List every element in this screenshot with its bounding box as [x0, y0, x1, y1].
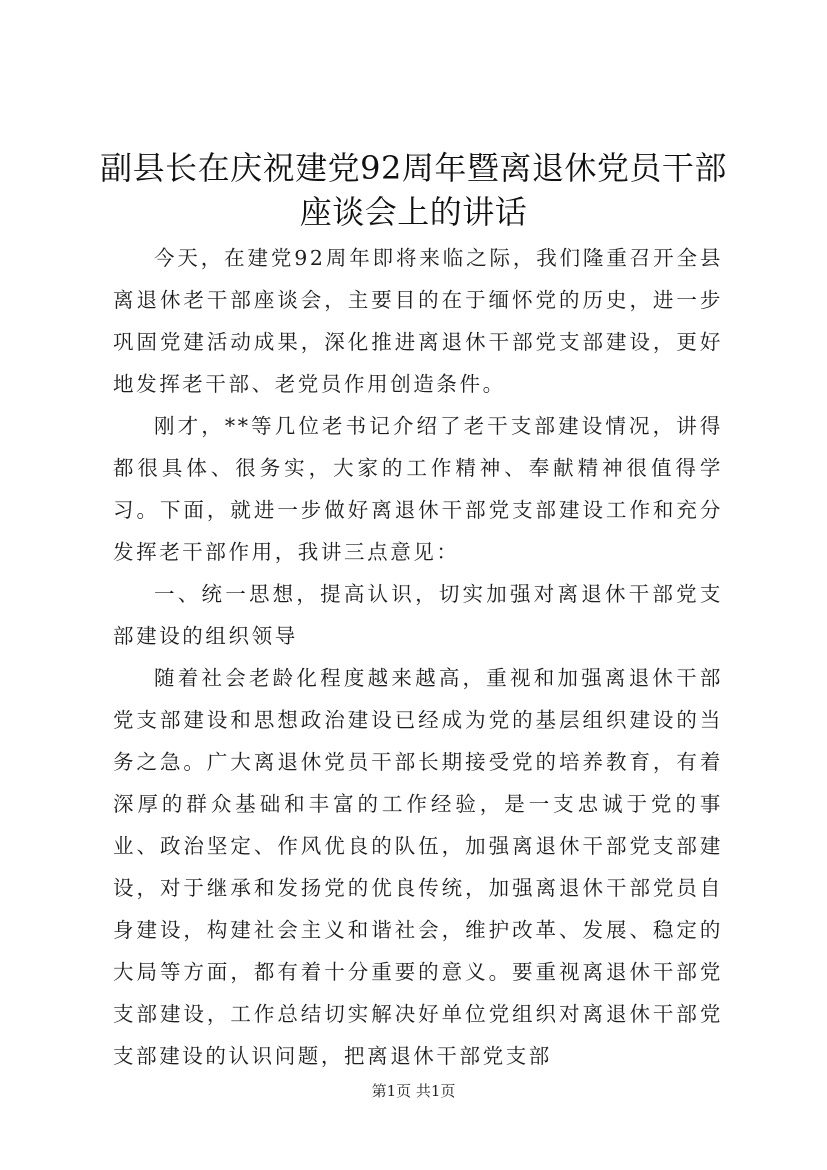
paragraph: 今天，在建党92周年即将来临之际，我们隆重召开全县离退休老干部座谈会，主要目的在于缅怀党的历史，进一步巩固党建活动成果，深化推进离退休干部党支部建设，更好地发挥老干部、老党员作用创造条件。: [113, 246, 723, 396]
page-number-label: 第1页 共1页: [371, 1082, 456, 1100]
document-title-line1: 副县长在庆祝建党92周年暨离退休党员干部: [100, 149, 727, 187]
document-body: [113, 237, 723, 1077]
document-title-line2: 座谈会上的讲话: [299, 193, 528, 231]
paragraph: 随着社会老龄化程度越来越高，重视和加强离退休干部党支部建设和思想政治建设已经成为党的基层组织建设的当务之急。广大离退休党员干部长期接受党的培养教育，有着深厚的群众基础和丰富的工作经验，是一支忠诚于党的事业、政治坚定、作风优良的队伍，加强离退休干部党支部建设，对于继承和发扬党的优良传统，加强离退休干部党员自身建设，构建社会主义和谐社会，维护改革、发展、稳定的大局等方面，都有着十分重要的意义。要重视离退休干部党支部建设，工作总结切实解决好单位党组织对离退休干部党支部建设的认识问题，把离退休干部党支部: [113, 666, 723, 1068]
page-footer: [0, 1080, 827, 1101]
section-heading: 一、统一思想，提高认识，切实加强对离退休干部党支部建设的组织领导: [113, 582, 723, 648]
paragraph: 刚才，**等几位老书记介绍了老干支部建设情况，讲得都很具体、很务实，大家的工作精神、奉献精神很值得学习。下面，就进一步做好离退休干部党支部建设工作和充分发挥老干部作用，我讲三点意见：: [113, 414, 723, 564]
